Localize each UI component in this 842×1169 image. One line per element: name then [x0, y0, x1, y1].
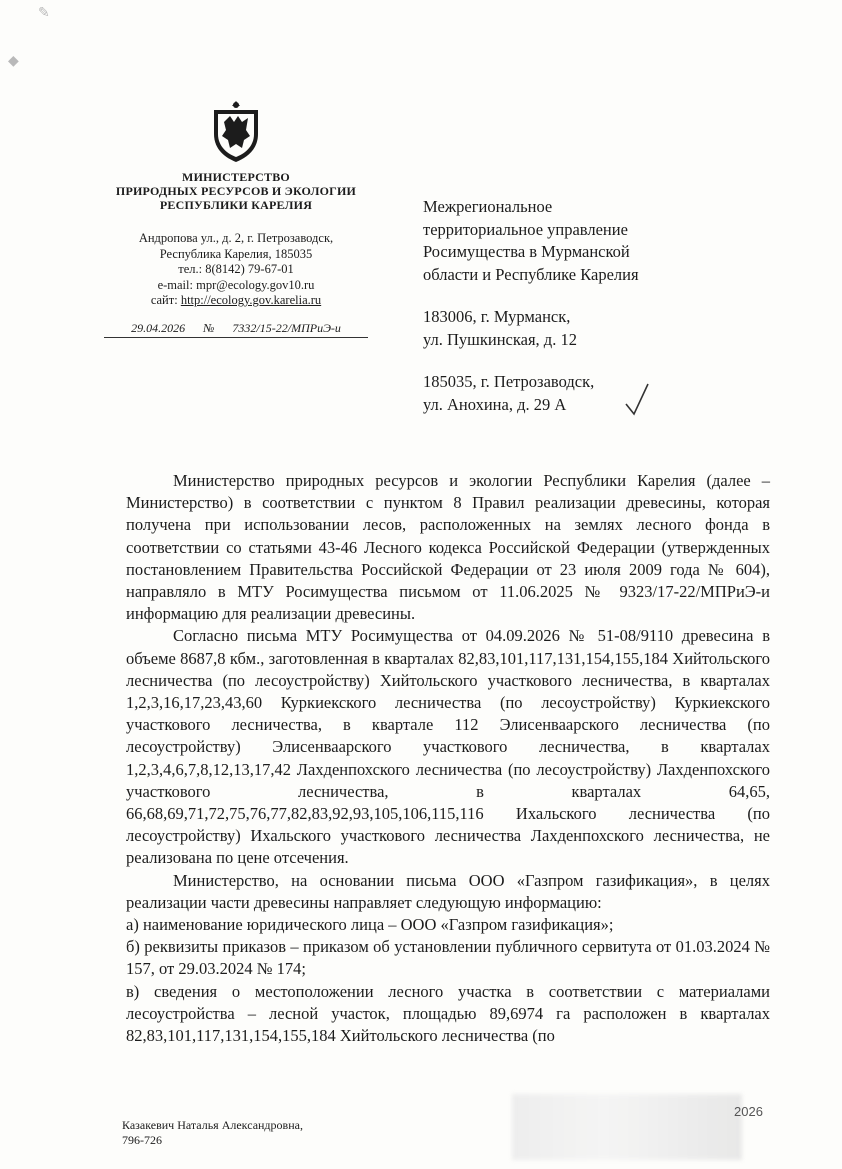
ministry-name [100, 170, 372, 212]
ministry-name-line: МИНИСТЕРСТВО [182, 170, 290, 184]
address-line: Республика Карелия, 185035 [159, 246, 313, 261]
body-paragraph: Согласно письма МТУ Росимущества от 04.09.2026 № 51-08/9110 древесина в объеме 8687,8 кбм., заготовленная в кварталах 82,83,101,117,131,154,155,184 Хийтольского лесничества (по лесоустройству) Хийтольского участкового лесничества, в кварталах 1,2,3,16,17,23,43,60 Куркиекского лесничества (по лесоустройству) Куркиекского участкового лесничества, в квартале 112 Элисенваарского лесничества (по лесоустройству) Элисенваарского участкового лесничества, в кварталах 1,2,3,4,6,7,8,12,13,17,42 Лахденпохского лесничества (по лесоустройству) Лахденпохского участкового лесничества, в кварталах 64,65, 66,68,69,71,72,75,76,77,82,83,92,93,105,106,115,116 Ихальского лесничества (по лесоустройству) Ихальского участкового лесничества Лахденпохского лесничества, не реализована по цене отсечения. [126, 626, 770, 868]
handwritten-check-icon [622, 382, 652, 418]
stamp-year: 2026 [734, 1104, 763, 1119]
addressee-block [423, 196, 753, 416]
phone-line: тел.: 8(8142) 79-67-01 [178, 262, 294, 276]
executor-info [122, 1118, 303, 1158]
executor-phone: 796-726 [122, 1133, 162, 1147]
body-list-item: б) реквизиты приказов – приказом об установлении публичного сервитута от 01.03.2024 № 157, от 29.03.2024 № 174; [126, 937, 770, 979]
body-list-item: в) сведения о местоположении лесного участка в соответствии с материалами лесоустройства – лесной участок, площадью 89,6974 га расположен в кварталах 82,83,101,117,131,154,155,184 Хийтольского лесничества (по [126, 981, 770, 1046]
karelia-coat-of-arms-icon [208, 100, 264, 164]
body-paragraph: Министерство, на основании письма ООО «Газпром газификация», в целях реализации части древесины направляет следующую информацию: [126, 870, 770, 912]
addressee-line: Межрегиональное [423, 197, 553, 216]
addressee-line: территориальное управление [423, 219, 628, 239]
email-line: e-mail: mpr@ecology.gov10.ru [157, 277, 315, 292]
addressee-line: Росимущества в Мурманской [423, 242, 630, 261]
sender-address [100, 231, 372, 309]
registration-line [104, 321, 368, 338]
ministry-name-line: ПРИРОДНЫХ РЕСУРСОВ И ЭКОЛОГИИ [115, 184, 357, 198]
executor-name: Казакевич Наталья Александровна, [122, 1118, 303, 1132]
registration-number-label: № [203, 320, 215, 335]
registration-date: 29.04.2026 [131, 320, 186, 335]
site-link[interactable]: http://ecology.gov.karelia.ru [180, 293, 322, 307]
site-line [100, 293, 372, 309]
addressee-address-line: ул. Анохина, д. 29 А [423, 394, 567, 414]
letterhead [100, 100, 372, 338]
registration-number: 7332/15-22/МПРиЭ-и [232, 320, 341, 335]
addressee-address-line: 183006, г. Мурманск, [423, 307, 571, 326]
redacted-stamp [512, 1094, 742, 1160]
addressee-line: области и Республике Карелия [423, 264, 639, 284]
letter-body [126, 470, 770, 1047]
addressee-address-line: ул. Пушкинская, д. 12 [423, 329, 577, 349]
body-paragraph: Министерство природных ресурсов и экологии Республики Карелия (далее – Министерство) в соответствии с пунктом 8 Правил реализации древесины, которая получена при использовании лесов, расположенных на землях лесного фонда в соответствии со статьями 43-46 Лесного кодекса Российской Федерации (утвержденных постановлением Правительства Российской Федерации от 23 июля 2009 года № 604), направляло в МТУ Росимущества письмом от 11.06.2025 № 9323/17-22/МПРиЭ-и информацию для реализации древесины. [126, 471, 770, 624]
scan-artifact: ✎ [38, 4, 50, 20]
address-line: Андропова ул., д. 2, г. Петрозаводск, [138, 231, 334, 245]
body-list-item: а) наименование юридического лица – ООО «Газпром газификация»; [126, 915, 614, 935]
addressee-address-line: 185035, г. Петрозаводск, [423, 372, 595, 391]
ministry-name-line: РЕСПУБЛИКИ КАРЕЛИЯ [159, 198, 313, 212]
site-label: сайт: [150, 293, 178, 307]
scan-artifact: ◆ [8, 52, 19, 68]
